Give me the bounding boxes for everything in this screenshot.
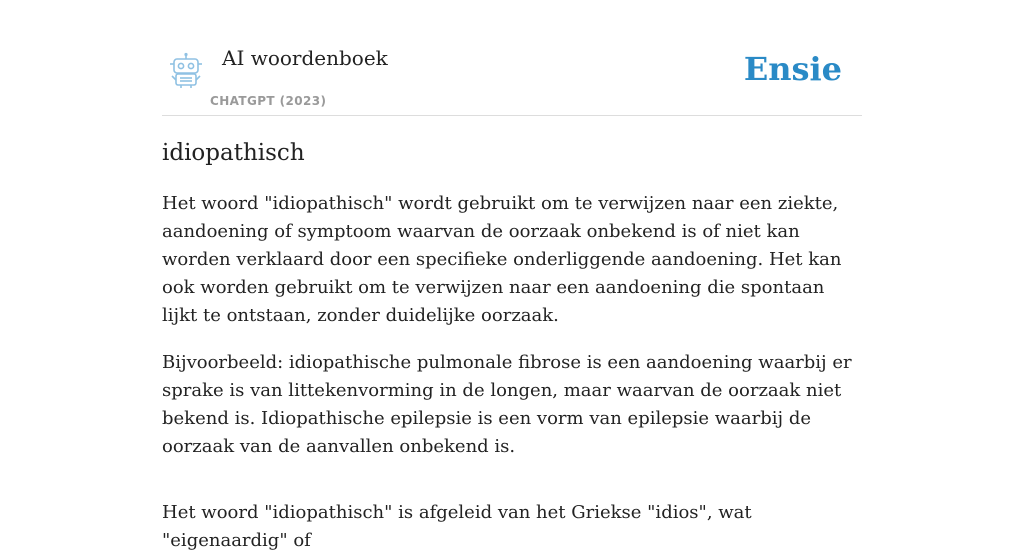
robot-icon (166, 52, 206, 90)
entry-word: idiopathisch (162, 140, 305, 166)
dictionary-title: AI woordenboek (222, 46, 388, 70)
example-paragraph: Bijvoorbeeld: idiopathische pulmonale fibrose is een aandoening waarbij er sprake is van littekenvorming in de longen, maar waarvan de oorzaak niet bekend is. Idiopathische epilepsie is een vorm van epilepsie waarbij de oorzaak van de aanvallen onbekend is. (162, 352, 852, 457)
definition-paragraph: Het woord "idiopathisch" wordt gebruikt om te verwijzen naar een ziekte, aandoening of symptoom waarvan de oorzaak onbekend is of niet kan worden verklaard door een specifieke onderliggende aandoening. Het kan ook worden gebruikt om te verwijzen naar een aandoening die spontaan lijkt te ontstaan, zonder duidelijke oorzaak. (162, 193, 842, 326)
main-content (162, 40, 862, 555)
entry-definition (162, 190, 862, 555)
etymology-paragraph: Het woord "idiopathisch" is afgeleid van het Griekse "idios", wat "eigenaardig" of (162, 502, 752, 551)
dictionary-header (162, 40, 862, 116)
dictionary-source: CHATGPT (2023) (210, 94, 327, 108)
brand-logo[interactable]: Ensie (743, 50, 842, 88)
